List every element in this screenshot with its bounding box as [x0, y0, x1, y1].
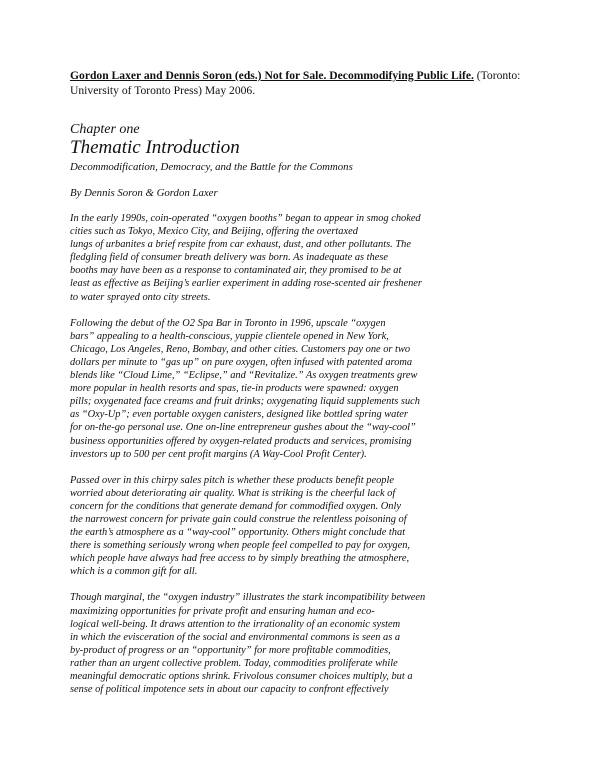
paragraph-line: booths may have been as a response to contaminated air, they promised to be at: [70, 265, 402, 277]
paragraph-line: Though marginal, the “oxygen industry” illustrates the stark incompatibility between: [70, 592, 426, 604]
paragraph-line: by-product of progress or an “opportunity” for more profitable commodities,: [70, 644, 391, 656]
paragraph-line: which is a common gift for all.: [70, 566, 198, 578]
citation: [70, 68, 530, 98]
paragraph-line: concern for the conditions that generate demand for commodified oxygen. Only: [70, 500, 401, 512]
paragraph-line: as “Oxy-Up”; even portable oxygen canisters, designed like bottled spring water: [70, 409, 408, 421]
paragraph-line: investors up to 500 per cent profit margins (A Way-Cool Profit Center).: [70, 448, 367, 460]
paragraph-line: cities such as Tokyo, Mexico City, and Beijing, offering the overtaxed: [70, 226, 358, 238]
paragraph-line: dollars per minute to “gas up” on pure oxygen, often infused with patented aroma: [70, 356, 413, 368]
paragraph-line: maximizing opportunities for private profit and ensuring human and eco-: [70, 605, 375, 617]
paragraph-line: Following the debut of the O2 Spa Bar in Toronto in 1996, upscale “oxygen: [70, 317, 386, 329]
document-page: [70, 68, 530, 709]
paragraph-line: to water sprayed onto city streets.: [70, 291, 211, 303]
body-paragraph: [70, 317, 530, 461]
paragraph-line: bars” appealing to a health-conscious, yuppie clientele opened in New York,: [70, 330, 389, 342]
citation-publisher: (Toronto: University of Toronto Press) May 2006.: [70, 69, 521, 97]
body-paragraph: [70, 591, 530, 696]
paragraph-line: Chicago, Los Angeles, Reno, Bombay, and other cities. Customers pay one or two: [70, 343, 411, 355]
paragraph-line: in which the evisceration of the social and environmental commons is seen as a: [70, 631, 401, 643]
citation-title: Gordon Laxer and Dennis Soron (eds.) Not for Sale. Decommodifying Public Life.: [70, 69, 474, 82]
paragraph-line: fledgling field of consumer breath delivery was born. As inadequate as these: [70, 252, 389, 264]
paragraph-line: rather than an urgent collective problem. Today, commodities proliferate while: [70, 657, 398, 669]
paragraph-line: blends like “Cloud Lime,” “Eclipse,” and “Revitalize.” As oxygen treatments grew: [70, 370, 418, 382]
body-paragraph: [70, 212, 530, 304]
paragraph-line: which people have always had free access to by simply breathing the atmosphere,: [70, 553, 410, 565]
paragraph-line: sense of political impotence sets in about our capacity to confront effectively: [70, 684, 389, 696]
chapter-label: Chapter one: [70, 122, 140, 137]
body-paragraph: [70, 474, 530, 579]
chapter-subtitle: Decommodification, Democracy, and the Battle for the Commons: [70, 161, 353, 173]
paragraph-line: pills; oxygenated face creams and fruit drinks; oxygenating liquid supplements such: [70, 396, 420, 408]
paragraph-line: more popular in health resorts and spas, tie-in products were spawned: oxygen: [70, 383, 399, 395]
paragraph-line: the narrowest concern for private gain could construe the relentless poisoning of: [70, 513, 407, 525]
paragraph-line: worried about deteriorating air quality. What is striking is the cheerful lack of: [70, 487, 396, 499]
paragraph-line: In the early 1990s, coin-operated “oxygen booths” began to appear in smog choked: [70, 213, 421, 224]
chapter-authors: By Dennis Soron & Gordon Laxer: [70, 187, 218, 199]
paragraph-line: meaningful democratic options shrink. Frivolous consumer choices multiply, but a: [70, 671, 413, 682]
paragraph-line: Passed over in this chirpy sales pitch is whether these products benefit people: [70, 474, 394, 486]
paragraph-line: business opportunities offered by oxygen-related products and services, promising: [70, 435, 412, 447]
paragraph-line: there is something seriously wrong when people feel compelled to pay for oxygen,: [70, 540, 411, 552]
paragraph-line: for on-the-go personal use. One on-line entrepreneur gushes about the “way-cool”: [70, 422, 416, 434]
paragraph-line: logical well-being. It draws attention to the irrationality of an economic system: [70, 618, 401, 630]
chapter-title: Thematic Introduction: [70, 137, 240, 158]
paragraph-line: the earth’s atmosphere as a “way-cool” opportunity. Others might conclude that: [70, 527, 406, 539]
paragraph-line: lungs of urbanites a brief respite from car exhaust, dust, and other pollutants. The: [70, 239, 411, 251]
paragraph-line: least as effective as Beijing’s earlier experiment in adding rose-scented air freshener: [70, 278, 422, 290]
